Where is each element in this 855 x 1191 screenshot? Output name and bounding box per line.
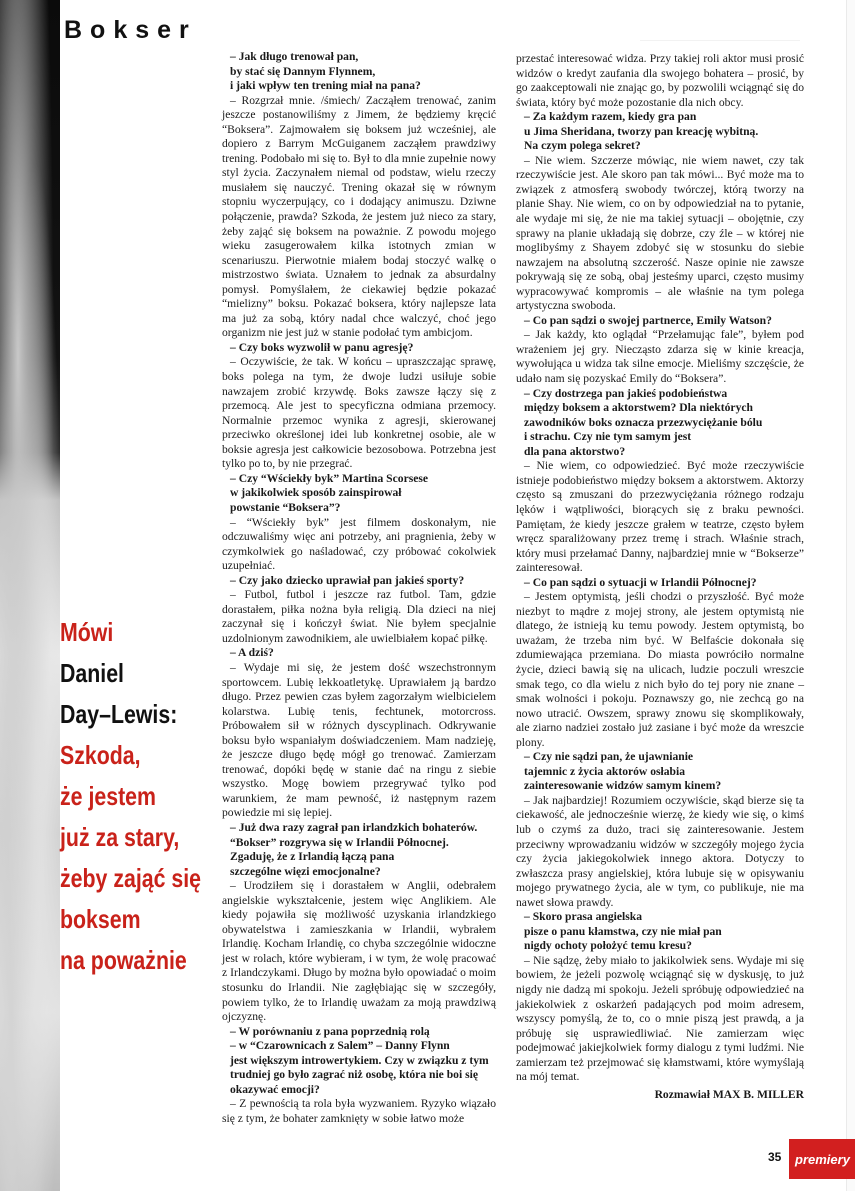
question-line: – Za każdym razem, kiedy gra pan <box>524 110 697 124</box>
question-line: jest większym introwertykiem. Czy w związku z tym <box>230 1053 489 1067</box>
interview-answer: – Oczywiście, że tak. W końcu – upraszczając sprawę, boks polega na tym, że dwoje ludzi usiłuje sobie nawzajem zrobić krzywdę. Boks zawsze łączy się z przemocą. Ale jest to specyficzna odmiana przemocy. Normalnie przemoc wynika z agresji, skierowanej przeciwko określonej idei lub konkretnej osobie, ale w boksie agresja jest całkowicie bezosobowa. Potrzebna jest tylko po to, by nie przegrać. <box>222 355 496 471</box>
question-line: Zgaduję, że z Irlandią łączą pana <box>230 850 395 864</box>
answer-continuation: przestać interesować widza. Przy takiej roli aktor musi prosić widzów o kredyt zaufania dla swojego bohatera – prosić, by go zaakceptowali nie znając go, by pozwolili wciągnąć się do świata, który być może pozostanie dla nich obcy. <box>516 52 804 109</box>
interview-question <box>516 314 804 329</box>
author-signature: Rozmawiał MAX B. MILLER <box>654 1087 804 1101</box>
question-line: i strachu. Czy nie tym samym jest <box>524 430 692 444</box>
pull-quote-name: Day–Lewis: <box>60 699 178 729</box>
interview-question <box>222 821 496 879</box>
question-line: i jaki wpływ ten trening miał na pana? <box>230 79 421 93</box>
interview-question <box>222 646 496 661</box>
interview-answer: – Urodziłem się i dorastałem w Anglii, odebrałem angielskie wykształcenie, jestem więc Anglikiem. Ale kiedy pojawiła się możliwość uzyskania irlandzkiego obywatelstwa i zamieszkania w Irlandii, wybrałem Irlandię. Kocham Irlandię, co chyba szczególnie widoczne jest w rolach, które wybieram, i w tym, że wolę pracować z Irlandczykami. Długo by można było opowiadać o moim stosunku do Irlandii. Nie zagłębiając się w szczegóły, powiem tylko, że to Irlandię uważam za moją prawdziwą ojczyznę. <box>222 879 496 1024</box>
question-line: u Jima Sheridana, tworzy pan kreację wybitną. <box>524 124 759 138</box>
interview-question <box>516 387 804 460</box>
interview-question <box>516 110 804 154</box>
question-line: powstanie “Boksera”? <box>230 500 341 514</box>
question-line: nigdy ochoty położyć temu kresu? <box>524 939 692 953</box>
question-line: by stać się Dannym Flynnem, <box>230 64 376 78</box>
question-line: – Jak długo trenował pan, <box>230 50 359 63</box>
question-line: – Czy jako dziecko uprawiał pan jakieś sporty? <box>230 573 465 587</box>
question-line: zawodników boks oznacza przezwyciężanie bólu <box>524 415 763 429</box>
pull-quote-line: Daniel <box>60 658 124 688</box>
photo-strip <box>0 0 60 1191</box>
pull-quote-line: Mówi <box>60 617 114 647</box>
pull-quote-line: żeby zająć się <box>60 863 202 893</box>
question-line: zainteresowanie widzów samym kinem? <box>524 779 722 793</box>
pull-quote <box>60 612 202 981</box>
question-line: – W porównaniu z pana poprzednią rolą <box>230 1024 430 1038</box>
question-line: pisze o panu kłamstwa, czy nie miał pan <box>524 924 722 938</box>
question-line: – Już dwa razy zagrał pan irlandzkich bohaterów. <box>230 820 478 834</box>
question-line: okazywać emocji? <box>230 1082 320 1096</box>
question-line: trudniej go było zagrać niż osobę, która nie boi się <box>230 1068 478 1082</box>
article-column-1 <box>222 50 496 1126</box>
interview-question <box>222 341 496 356</box>
question-line: szczególne więzi emocjonalne? <box>230 864 381 878</box>
question-line: – w “Czarownicach z Salem” – Danny Flynn <box>230 1039 450 1053</box>
pull-quote-line: że jestem <box>60 781 157 811</box>
interview-answer: – Jak każdy, kto oglądał “Przełamując fale”, byłem pod wrażeniem jej gry. Niecząsto zdarza się w kinie kreacja, wywołująca u widza tak silne emocje. Mieliśmy szczęście, że udało nam się pozyskać Emily do “Boksera”. <box>516 328 804 386</box>
interview-question <box>222 574 496 589</box>
question-line: – Czy nie sądzi pan, że ujawnianie <box>524 750 694 764</box>
question-line: – Co pan sądzi o swojej partnerce, Emily Watson? <box>524 313 772 327</box>
question-line: tajemnic z życia aktorów osłabia <box>524 764 685 778</box>
question-line: dla pana aktorstwo? <box>524 444 626 458</box>
interview-answer: – Jak najbardziej! Rozumiem oczywiście, skąd bierze się ta ciekawość, ale jednocześnie wierzę, że kiedy wie się, o kimś lub o czymś za dużo, traci się zainteresowanie. Jestem przeciwny wprowadzaniu widzów w szczegóły mojego życia czy życia jakiegokolwiek innego aktora. Dotyczy to zwłaszcza prasy angielskiej, która lubuje się w opisywaniu mojego prywatnego życia, ale w tym, co publikuje, nie ma nawet słowa prawdy. <box>516 793 804 909</box>
interview-answer: – Nie wiem. Szczerze mówiąc, nie wiem nawet, czy tak rzeczywiście jest. Ale skoro pan tak mówi... Być może ma to związek z atmosferą swobody twórczej, którą tworzy na planie Shay. Nie wiem, co on by odpowiedział na to pytanie, ale wydaje mi się, że nie ma takiej sytuacji – obojętnie, czy sprawy na planie układają się dobrze, czy źle – w której nie moglibyśmy z Shayem zdobyć się w stosunku do siebie nawzajem na absolutną szczerość. Nasze opinie nie zawsze pokrywają się ze sobą, obaj jesteśmy uparci, często musimy wypracowywać kompromis – ale właśnie na tym polega artystyczna swoboda. <box>516 153 804 313</box>
section-label: Bokser <box>64 16 197 44</box>
interview-answer: – Wydaje mi się, że jestem dość wszechstronnym sportowcem. Lubię lekkoatletykę. Uprawiałem ją bardzo długo. Przez pewien czas byłem zagorzałym wielbicielem kolarstwa. Lubię tenis, fechtunek, motorcross. Próbowałem sił w różnych dyscyplinach. Odkrywanie boksu było wspaniałym doświadczeniem. Mam nadzieję, że jeszcze długo będę mógł go trenować. Zamierzam trenować, dopóki będę w stanie dać na ringu z siebie wszystko. Mogę bowiem przegrywać tylko pod warunkiem, że mam pewność, iż następnym razem powiedzie mi się lepiej. <box>222 660 496 820</box>
interview-answer: – “Wściekły byk” jest filmem doskonałym, nie odczuwaliśmy więc ani potrzeby, ani pragnienia, żeby w czymkolwiek go naśladować, czy próbować cokolwiek uzupełniać. <box>222 515 496 573</box>
interview-question <box>516 576 804 591</box>
question-line: – Co pan sądzi o sytuacji w Irlandii Północnej? <box>524 575 757 589</box>
pull-quote-line: na poważnie <box>60 945 187 975</box>
interview-answer: – Rozgrzał mnie. /śmiech/ Zacząłem trenować, zanim jeszcze postanowiliśmy z Jimem, że będziemy kręcić “Boksera”. Zajmowałem się boksem już wcześniej, ale dopiero z Barrym McGuiganem zacząłem prawdziwy trening. Podobało mi się to. Był to dla mnie zupełnie nowy styl życia. Zaczynałem niemal od podstaw, wielu rzeczy musiałem się nauczyć. Trening okazał się w równym stopniu wyczerpujący, co i dodający animuszu. Dziwne połączenie, prawda? Szkoda, że jestem już nieco za stary, żeby zająć się boksem na poważnie. Z powodu mojego wieku zasugerowałem kilka istotnych zmian w scenariuszu. Pierwotnie miałem bodaj stoczyć walkę o mistrzostwo świata. Uznałem to jednak za absurdalny pomysł. Pomyślałem, że ciekawiej będzie pokazać “mielizny” boksu. Pokazać boksera, który najlepsze lata ma już za sobą, który nadal chce walczyć, choć jego organizm nie jest już w stanie podołać tym ambicjom. <box>222 93 496 340</box>
question-line: Na czym polega sekret? <box>524 139 641 153</box>
pull-quote-line: Szkoda, <box>60 740 141 770</box>
page-edge <box>846 0 855 1191</box>
question-line: w jakikolwiek sposób zainspirował <box>230 486 402 500</box>
question-line: między boksem a aktorstwem? Dla niektórych <box>524 401 753 415</box>
question-line: “Bokser” rozgrywa się w Irlandii Północnej. <box>230 835 449 849</box>
interview-question <box>516 910 804 954</box>
question-line: – Czy dostrzega pan jakieś podobieństwa <box>524 386 728 400</box>
interview-answer: – Z pewnością ta rola była wyzwaniem. Ryzyko wiązało się z tym, że bohater zamknięty w sobie łatwo może <box>222 1097 496 1125</box>
interview-question <box>222 472 496 516</box>
pull-quote-line: już za stary, <box>60 822 180 852</box>
question-line: – Skoro prasa angielska <box>524 910 643 924</box>
pull-quote-line: boksem <box>60 904 141 934</box>
question-line: – Czy “Wściekły byk” Martina Scorsese <box>230 471 429 485</box>
question-line: – Czy boks wyzwolił w panu agresję? <box>230 340 414 354</box>
pull-quote-line <box>60 694 178 735</box>
interview-question <box>222 1025 496 1098</box>
interview-answer: – Jestem optymistą, jeśli chodzi o przyszłość. Być może niezbyt to mądre z mojej strony, ale jestem optymistą nie dlatego, że istnieją ku temu powody. Jestem optymistą, bo uważam, że trzeba nim być. W Belfaście dokonała się zdumiewająca przemiana. Do miasta powróciło normalne życie, dzieci bawią się na ulicach, ludzie poczuli wreszcie smak tego, co dla wielu z nich było do tej pory nie znane – smak wolności i pokoju. Poznawszy go, nie zechcą go na nowo utracić. Owszem, sprawy znowu się skomplikowały, ale ziarno nadziei zostało już zasiane i być może da wreszcie plony. <box>516 590 804 749</box>
question-line: – A dziś? <box>230 646 274 660</box>
interview-question <box>222 50 496 94</box>
article-column-2 <box>516 52 804 1102</box>
interview-answer: – Futbol, futbol i jeszcze raz futbol. Tam, gdzie dorastałem, piłka nożna była religią. Dla dzieci na niej zaczynał się i kończył świat. Nie byłem specjalnie uzdolnionym zawodnikiem, ale uwielbiałem kopać piłkę. <box>222 588 496 645</box>
interview-answer: – Nie sądzę, żeby miało to jakikolwiek sens. Wydaje mi się bowiem, że jeżeli pozwolę wciągnąć się w dyskusję, to już nigdy nie dadzą mi spokoju. Jeżeli spróbuję odpowiedzieć na jakiekolwiek z oskarżeń padających pod moim adresem, wszyscy pomyślą, że to, co o mnie piszą jest prawdą, a ja próbuję się usprawiedliwiać. Nie zamierzam więc podejmować jakiejkolwiek formy dialogu z tymi ludźmi. Nie zamierzam też przejmować się kłamstwami, które wymyślają na mój temat. <box>516 953 804 1084</box>
interview-question <box>516 750 804 794</box>
page-number: 35 <box>768 1150 782 1164</box>
brand-logo: premiery <box>789 1139 855 1179</box>
interview-answer: – Nie wiem, co odpowiedzieć. Być może rzeczywiście istnieje podobieństwo między boksem a aktorstwem. Aktorzy często są zmuszani do przezwyciężania różnego rodzaju lęków i wątpliwości, biorących się z braku pewności. Pamiętam, że kiedy jeszcze grałem w teatrze, często byłem wręcz sparaliżowany przez tremę i strach. Właśnie strach, który musi przełamać Danny, najbardziej mnie w “Bokserze” zainteresował. <box>516 459 804 575</box>
